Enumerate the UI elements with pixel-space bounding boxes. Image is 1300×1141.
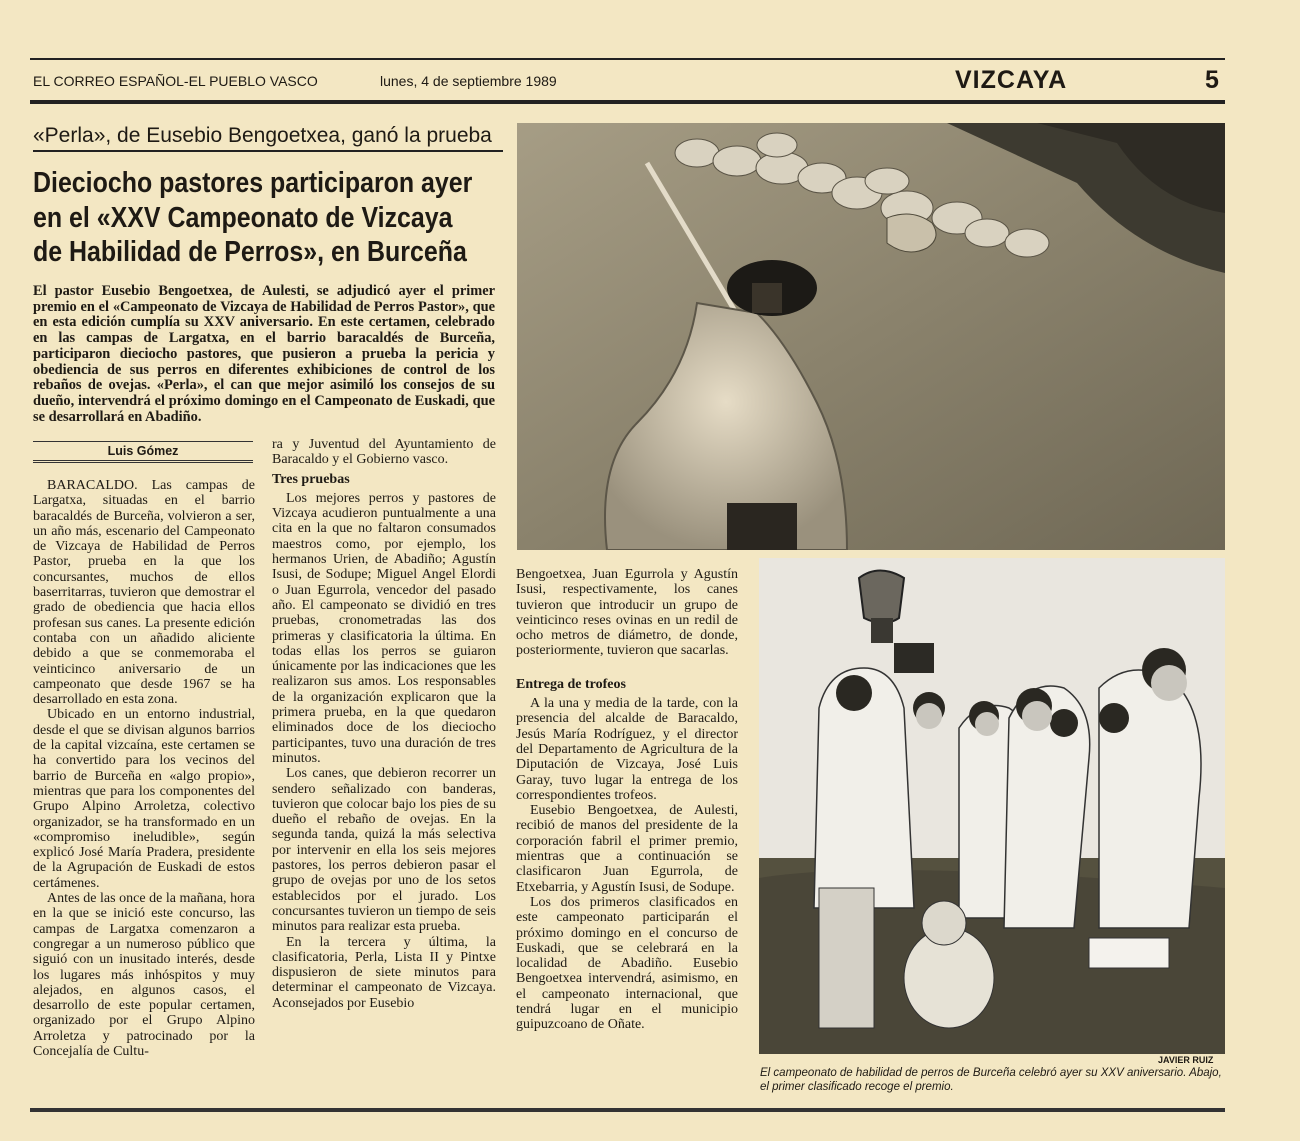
headline-line: en el «XXV Campeonato de Vizcaya xyxy=(33,201,453,234)
trophy-image xyxy=(759,558,1225,1054)
page-number: 5 xyxy=(1205,66,1219,94)
header-top-rule xyxy=(30,58,1225,60)
paragraph: A la una y media de la tarde, con la presencia del alcalde de Baracaldo, Jesús María Rodríguez, y el director del Departamento de Agricultura de la Diputación de Vizcaya, José Luis Garay, tuvo lugar la entrega de los correspondientes trofeos. xyxy=(516,696,738,803)
footer-rule xyxy=(30,1108,1225,1112)
paragraph: BARACALDO. Las campas de Largatxa, situadas en el barrio baracaldés de Burceña, volvieron a ser, un año más, escenario del Campeonato de Vizcaya de Habilidad de Perros Pastor, prueba en la que los concursantes, muchos de ellos baserritarras, tuvieron que demostrar el grado de obediencia que hacia ellos profesan sus canes. La presente edición contaba con un añadido aliciente debido a que se conmemoraba el veinticinco aniversario de un campeonato que desde 1967 se ha desarrollado en esta zona. xyxy=(33,478,255,708)
shepherd-photo xyxy=(517,123,1225,550)
article-column-3 xyxy=(516,567,738,1033)
subheading: Entrega de trofeos xyxy=(516,676,626,692)
subheading: Tres pruebas xyxy=(272,471,350,487)
paragraph: Los canes, que debieron recorrer un sendero señalizado con banderas, tuvieron que colocar bajo los pies de su dueño el rebaño de ovejas. En la segunda tanda, quizá la más selectiva por intervenir en ella los seis mejores pastores, los perros debieron pasar el grupo de ovejas por uno de los setos establecidos por el jurado. Los concursantes tuvieron un tiempo de seis minutos para realizar esta prueba. xyxy=(272,766,496,935)
article-column-2 xyxy=(272,437,496,1011)
byline: Luis Gómez xyxy=(33,441,253,463)
paragraph: Ubicado en un entorno industrial, desde el que se divisan algunos barrios de la capital vizcaína, este certamen se ha convertido para los vecinos del barrio de Burceña en «algo propio», mientras que para los componentes del Grupo Alpino Arroletza, colectivo organizador, se ha transformado en un «compromiso ineludible», según explicó José María Pradera, presidente de la Agrupación de Euskadi de estos certámenes. xyxy=(33,707,255,891)
paragraph: Bengoetxea, Juan Egurrola y Agustín Isusi, respectivamente, los canes tuvieron que introducir un grupo de veinticinco reses ovinas en un redil de ocho metros de diámetro, de donde, posteriormente, tuvieron que sacarlas. xyxy=(516,567,738,659)
header-bottom-rule xyxy=(30,100,1225,104)
photo-credit: JAVIER RUIZ xyxy=(1158,1055,1214,1065)
shepherd-image xyxy=(517,123,1225,550)
paragraph: ra y Juventud del Ayuntamiento de Baracaldo y el Gobierno vasco. xyxy=(272,437,496,468)
photo-caption: El campeonato de habilidad de perros de Burceña celebró ayer su XXV aniversario. Abajo, el primer clasificado recoge el premio. xyxy=(760,1067,1222,1093)
paragraph: Antes de las once de la mañana, hora en la que se inició este concurso, las campas de Largatxa comenzaron a congregar a un numeroso público que siguió con un inusitado interés, desde los lugares más inhóspitos y muy alejados, en algunos casos, el desarrollo de este popular certamen, organizado por el Grupo Alpino Arroletza y patrocinado por la Concejalía de Cultu- xyxy=(33,891,255,1059)
article-headline xyxy=(33,166,473,270)
paragraph: Eusebio Bengoetxea, de Aulesti, recibió de manos del presidente de la corporación fabril el primer premio, mientras que a continuación se clasificaron Juan Egurrola, de Etxebarria, y Agustín Isusi, de Sodupe. xyxy=(516,803,738,895)
section-title: VIZCAYA xyxy=(955,66,1068,94)
headline-line: Dieciocho pastores participaron ayer xyxy=(33,167,473,199)
trophy-photo xyxy=(759,558,1225,1054)
paragraph: En la tercera y última, la clasificatoria, Perla, Lista II y Pintxe dispusieron de siete minutos para determinar el campeonato de Vizcaya. Aconsejados por Eusebio xyxy=(272,934,496,1011)
article-lead: El pastor Eusebio Bengoetxea, de Aulesti, se adjudicó ayer el primer premio en el «Campeonato de Vizcaya de Habilidad de Perros Pastor», que en esta edición cumplía su XXV aniversario. En este certamen, celebrado en las campas de Largatxa, en el barrio baracaldés de Burceña, participaron dieciocho pastores, que pusieron a prueba la pericia y obediencia de sus perros en diferentes exhibiciones de control de los rebaños de ovejas. «Perla», el can que mejor asimiló los consejos de su dueño, intervendrá el próximo domingo en el Campeonato de Euskadi, que se desarrollará en Abadiño. xyxy=(33,283,495,425)
paragraph: Los dos primeros clasificados en este campeonato participarán el próximo domingo en el concurso de Euskadi, que se celebrará en la localidad de Abadiño. Eusebio Bengoetxea intervendrá, asimismo, en el campeonato internacional, que tendrá lugar en el municipio guipuzcoano de Oñate. xyxy=(516,894,738,1033)
publication-date: lunes, 4 de septiembre 1989 xyxy=(380,73,557,89)
paragraph: Los mejores perros y pastores de Vizcaya acudieron puntualmente a una cita en la que no faltaron consumados maestros como, por ejemplo, los hermanos Urien, de Abadiño; Agustín Isusi, de Sodupe; Miguel Angel Elordi o Juan Egurrola, vencedor del pasado año. El campeonato se dividió en tres pruebas, cronometradas las dos primeras y clasificatoria la última. En todas ellas los perros se guiaron únicamente por las indicaciones que les realizaron sus amos. Los responsables de la organización explicaron que la primera prueba, en la que quedaron eliminados doce de los dieciocho participantes, tuvo una duración de tres minutos. xyxy=(272,490,496,766)
article-column-1 xyxy=(33,478,255,1059)
newspaper-name: EL CORREO ESPAÑOL-EL PUEBLO VASCO xyxy=(33,73,318,89)
headline-line: de Habilidad de Perros», en Burceña xyxy=(33,236,467,268)
article-kicker: «Perla», de Eusebio Bengoetxea, ganó la prueba xyxy=(33,124,503,152)
